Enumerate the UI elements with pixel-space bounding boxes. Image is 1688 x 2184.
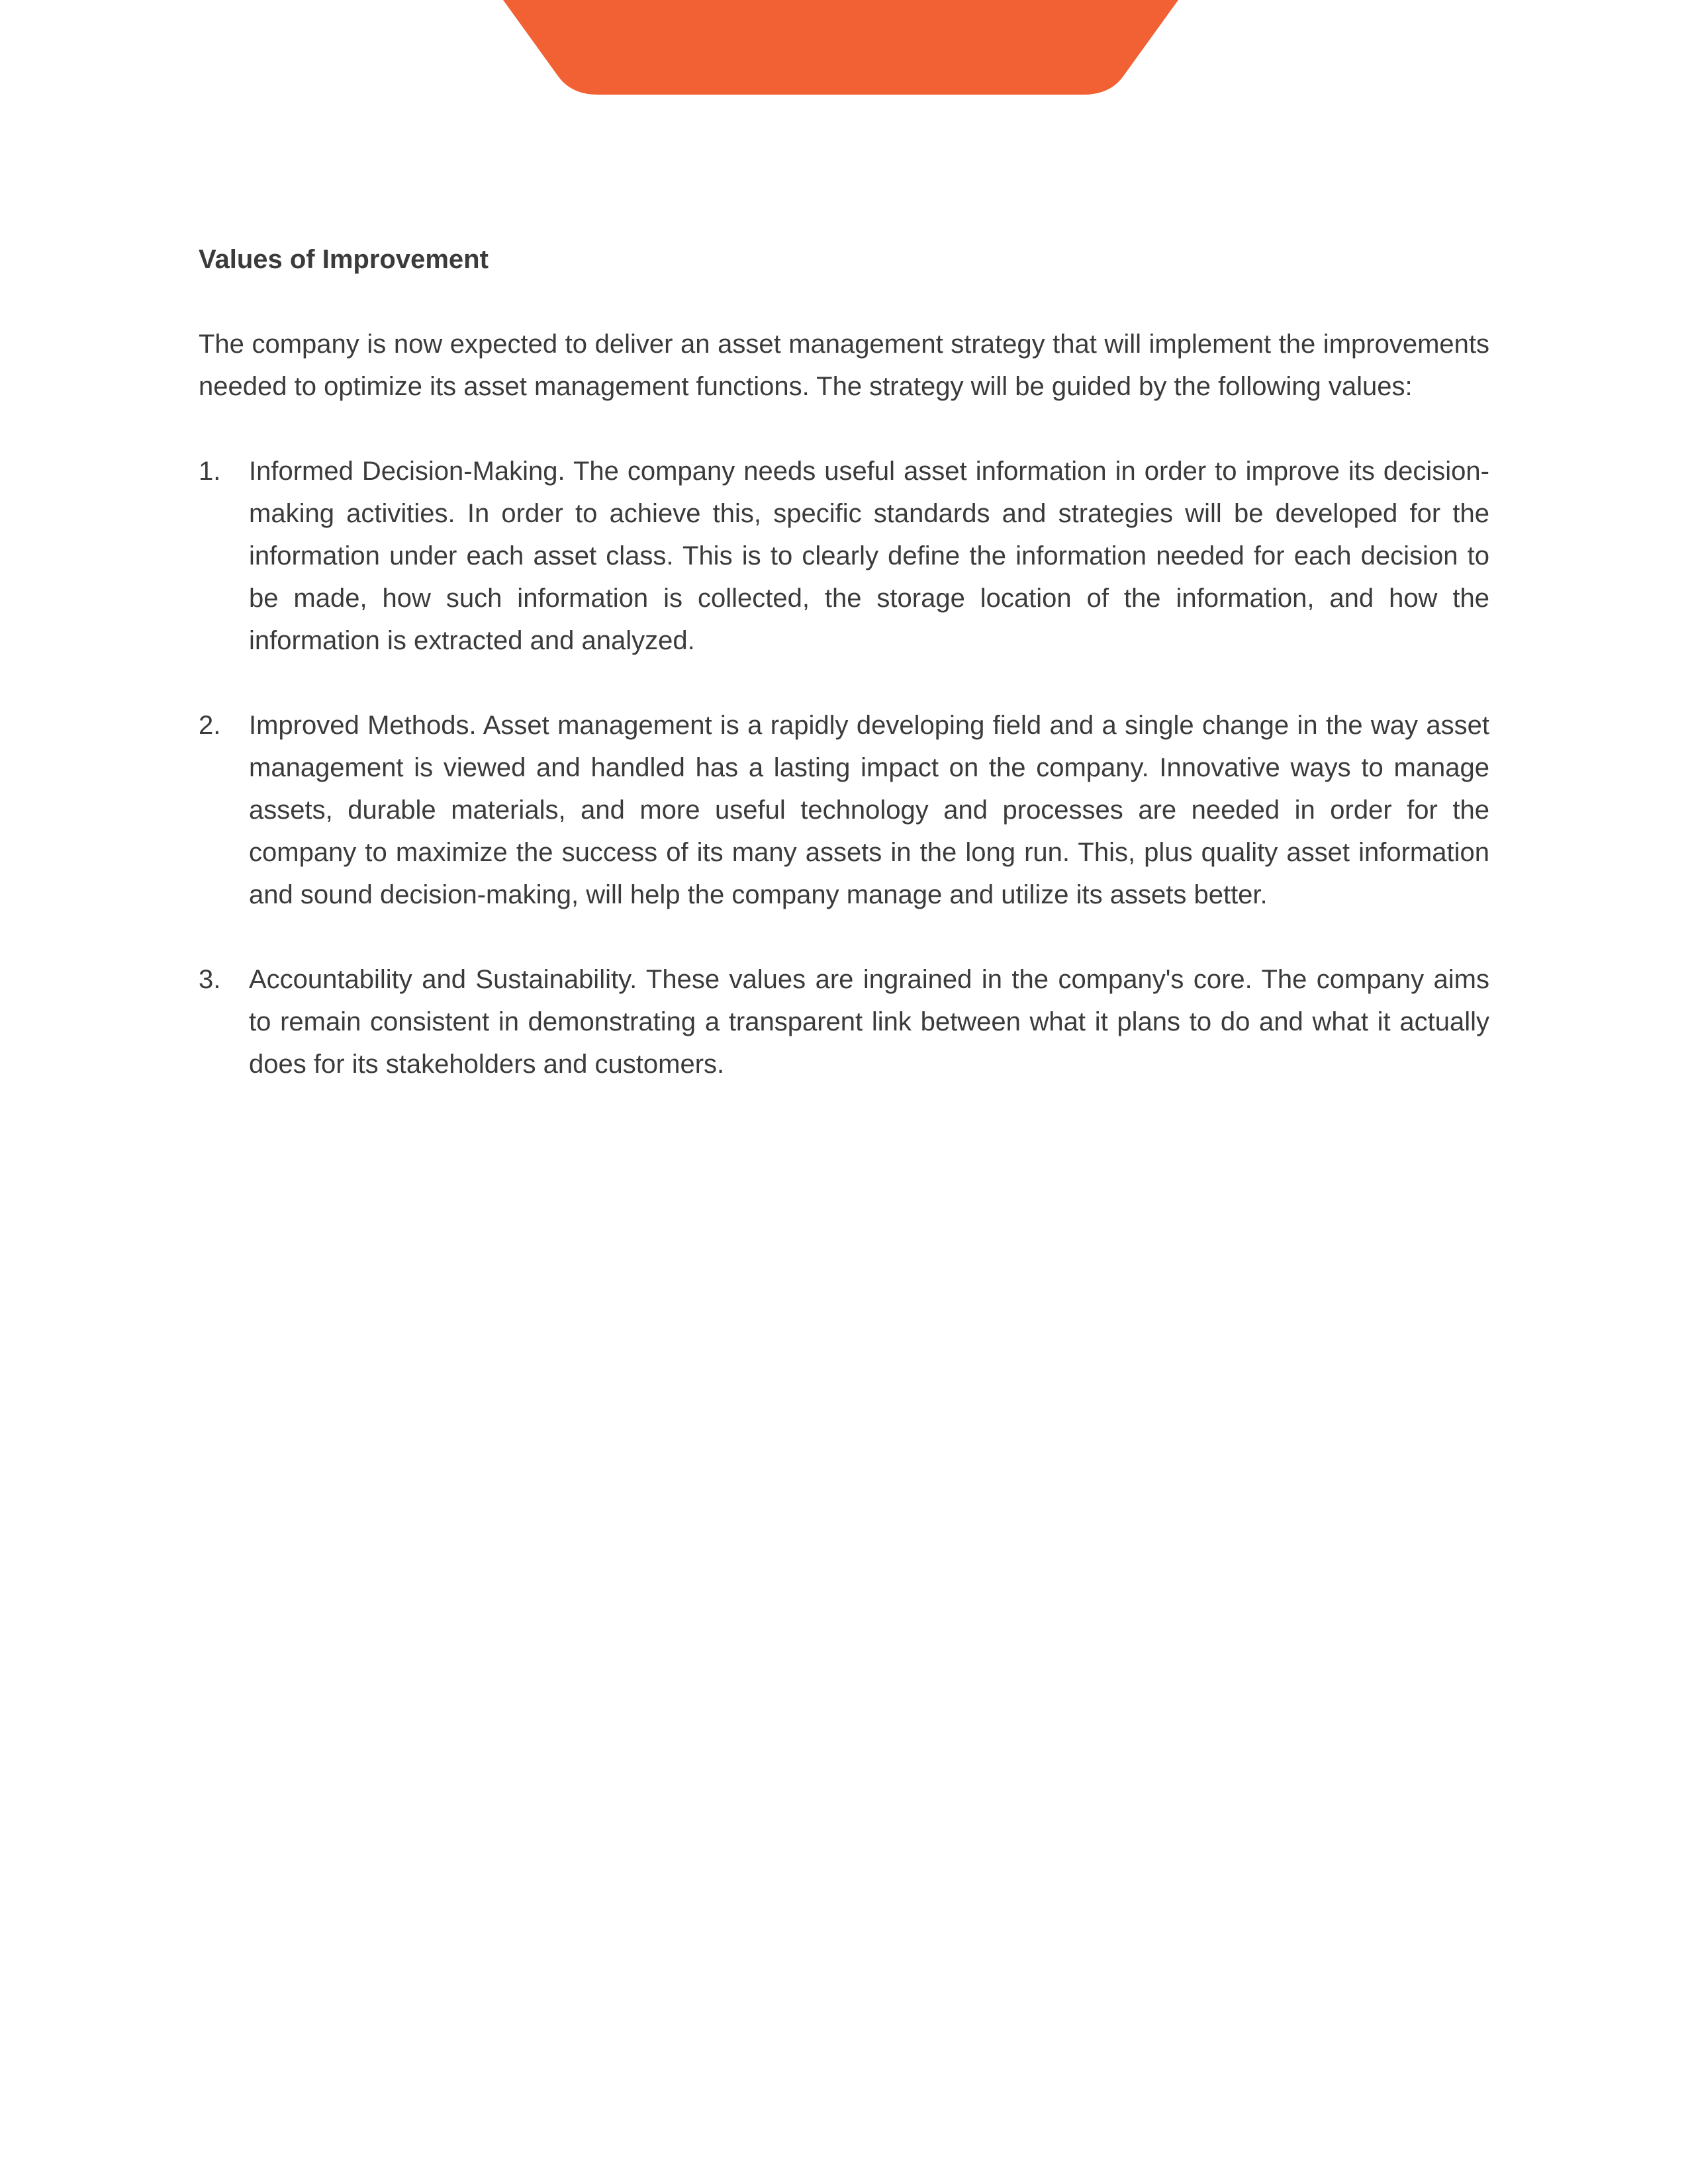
value-item <box>199 958 1489 1085</box>
value-item <box>199 704 1489 916</box>
value-text: Informed Decision-Making. The company needs useful asset information in order to improve its decision-making activities. In order to achieve this, specific standards and strategies will be developed for the information under each asset class. This is to clearly define the information needed for each decision to be made, how such information is collected, the storage location of the information, and how the information is extracted and analyzed. <box>249 457 1489 655</box>
values-list <box>199 450 1489 1085</box>
document-body <box>199 238 1489 1128</box>
value-text: Accountability and Sustainability. These values are ingrained in the company's core. The company aims to remain consistent in demonstrating a transparent link between what it plans to do and what it actually does for its stakeholders and customers. <box>249 965 1489 1079</box>
value-item <box>199 450 1489 662</box>
intro-paragraph: The company is now expected to deliver an asset management strategy that will implement the improvements needed to optimize its asset management functions. The strategy will be guided by the following values: <box>199 330 1489 401</box>
header-accent-shape <box>503 0 1178 95</box>
value-number: 1. <box>199 457 221 486</box>
value-text: Improved Methods. Asset management is a rapidly developing field and a single change in the way asset management is viewed and handled has a lasting impact on the company. Innovative ways to manage assets, durable materials, and more useful technology and processes are needed in order for the company to maximize the success of its many assets in the long run. This, plus quality asset information and sound decision-making, will help the company manage and utilize its assets better. <box>249 711 1489 909</box>
value-number: 3. <box>199 965 221 994</box>
value-number: 2. <box>199 711 221 740</box>
section-title: Values of Improvement <box>199 245 489 274</box>
